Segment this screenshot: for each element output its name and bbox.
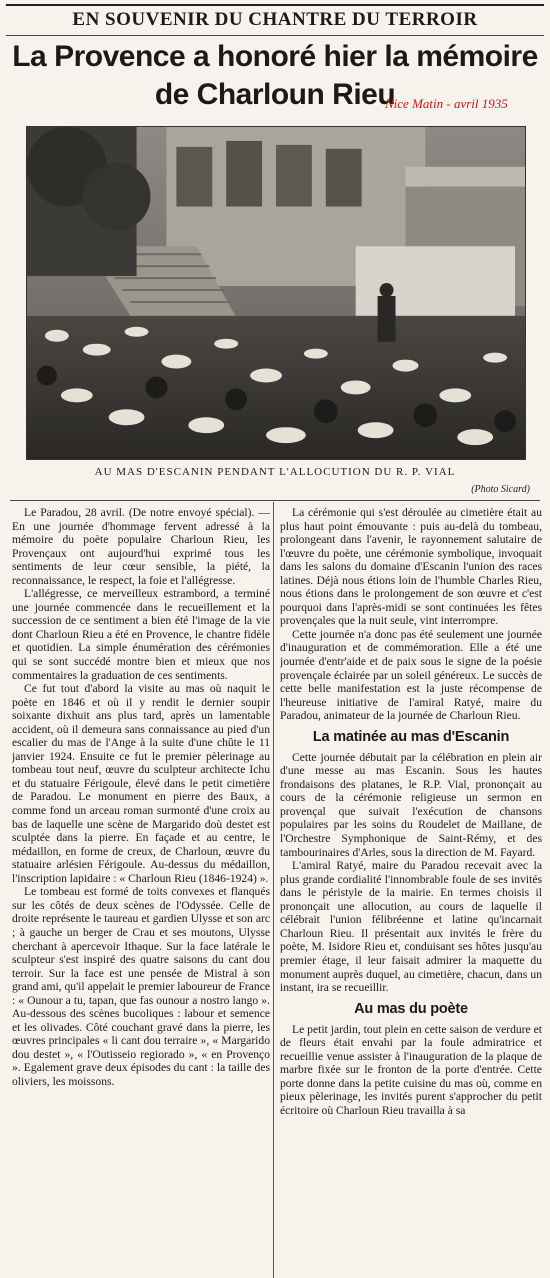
article-column-left (12, 506, 270, 1278)
section-heading: Au mas du poète (354, 1000, 468, 1017)
headline-line-2: de Charloun Rieu (154, 78, 396, 111)
paragraph: Le petit jardin, tout plein en cette saison de verdure et de fleurs était envahi par la foule admiratrice et recueillie venue assister à l'inauguration de la plaque de marbre fixée sur le fronton de la porte d'entrée. Cette porte donne dans la petite cuisine du mas où, comme en pieux pèlerinage, les invités purent s'approcher du petit écritoire où Charloun Rieu travailla à sa (280, 1022, 542, 1117)
event-photograph (26, 126, 526, 460)
divider-column (273, 502, 274, 1278)
crowd-at-mas-photo (27, 127, 525, 459)
kicker-heading: EN SOUVENIR DU CHANTRE DU TERROIR (6, 4, 544, 36)
paragraph: L'amiral Ratyé, maire du Paradou recevait avec la plus grande cordialité l'innombrable foule de ses invités dans le péristyle de la mairie. En termes choisis il prononçait une allocution, au cours de laquelle il célébrait l'union félibréenne et latine qu'incarnait Charloun Rieu. Il présentait aux invités le frère du poète, M. Isidore Rieu et, conduisant ses hôtes jusqu'au premier étage, il leur faisait admirer la maquette du monument auprès duquel, au cimetière, chacun, dans un instant, ira se recueillir. (280, 859, 542, 995)
paragraph: La cérémonie qui s'est déroulée au cimetière était au plus haut point émouvante : puis au-delà du tombeau, prolongeant dans l'avenir, le rayonnement salutaire de l'œuvre du poète, une cérémonie symbolique, invoquait dans les salons du domaine d'Escanin l'union des races latines. Déjà nous étions loin de l'humble Charles Rieu, nous étions dans le prolongement de son œuvre et c'est pourquoi dans l'après-midi se sont continuées les fêtes provençales que la nuit seule, vint interrompre. (280, 506, 542, 628)
paragraph: Le Paradou, 28 avril. (De notre envoyé spécial). — En une journée d'hommage fervent adressé à la mémoire du poète populaire Charloun Rieu, les Provençaux ont aujourd'hui exprimé tous les sentiments de leur cœur sensible, la piété, la reconnaissance, le respect, la foie et l'allégresse. (12, 506, 270, 587)
source-note: Nice Matin - avril 1935 (385, 96, 508, 111)
paragraph: Le tombeau est formé de toits convexes et flanqués sur les côtés de deux scènes de l'Odyssée. Celle de droite représente le taureau et gardien Ulysse et son arc ; à gauche un berger de Crau et ses moutons, Ulysse cherchant à apercevoir Ithaque. Sur la face latérale le sculpteur s'est inspiré des quatre saisons du cant dou terroir. Sur la face est une pensée de Mistral à son grand ami, qu'il appelait le premier laboureur de France : « Ounour a tu, tapan, que fas ounour a nostro lango ». Au-dessous des scènes bucoliques : labour et semence et les olivades. Côté couchant gravé dans la pierre, les œuvres principales « li cant dou terraire », « Margarido dou destet », « l'Outisseio regiorado », « en Provenço ». Egalement grave deux épisodes du cant : la taille des oliviers, les moissons. (12, 885, 270, 1088)
paragraph: Cette journée débutait par la célébration en plein air d'une messe au mas Escanin. Sous les hautes frondaisons des platanes, le R.P. Vial, prononçait au cours de la cérémonie religieuse un sermon en provençal que suivait l'exécution de chansons populaires par les soins du Roudelet de Maillane, de l'Orchestre Symphonique de Saint-Rémy, et des tambourinaires d'Arles, sous la direction de M. Fayard. (280, 750, 542, 859)
article-column-right (280, 506, 542, 1278)
paragraph: L'allégresse, ce merveilleux estrambord, a terminé une journée commencée dans le recueillement et la succession de ce sentiment a bien été l'image de la vie dont Charloun Rieu a été en Provence, le chantre fidèle et quotidien. La simple énumération des cérémonies qui se sont succédé montre bien et mieux que nos commentaires la graduation de ces sentiments. (12, 587, 270, 682)
photo-credit: (Photo Sicard) (471, 484, 530, 495)
paragraph: Cette journée n'a donc pas été seulement une journée d'inauguration et de commémoration. Elle a été une journée d'entr'aide et de paix sous le signe de la poésie provençale éclairée par un soleil généreux. Le succès de cette belle manifestation est la juste récompense de l'heureuse initiative de l'amiral Ratyé, maire du Paradou, animateur de la journée de Charloun Rieu. (280, 627, 542, 723)
paragraph: Ce fut tout d'abord la visite au mas où naquit le poète en 1846 et où il y rendit le dernier soupir soixante dixhuit ans plus tard, après un lamentable accident, où il demeura sans connaissance au pied d'un escalier du mas de l'Ange à la suite d'une chûte le 11 janvier 1924. Ensuite ce fut le premier pèlerinage au tombeau tout neuf, œuvre du sculpteur architecte Ichu et du statuaire Férigoule, élevé dans le petit cimetière de Paradou. Le monument en pierre des Baux, a comme fond un arceau roman surmonté d'une croix au bas de laquelle une scène de Margarido doù destet est sculptée dans la pierre. En façade et au centre, le médaillon, en forme de creux, de Charloun, œuvre du statuaire arlésien Férigoule. Au-dessus du médaillon, l'inscription lapidaire : « Charloun Rieu (1846-1924) ». (12, 682, 270, 885)
section-heading: La matinée au mas d'Escanin (312, 728, 510, 745)
photo-caption: AU MAS D'ESCANIN PENDANT L'ALLOCUTION DU R. P. VIAL (94, 466, 456, 478)
divider-horizontal (10, 500, 540, 501)
headline-line-1: La Provence a honoré hier la mémoire (12, 40, 538, 73)
